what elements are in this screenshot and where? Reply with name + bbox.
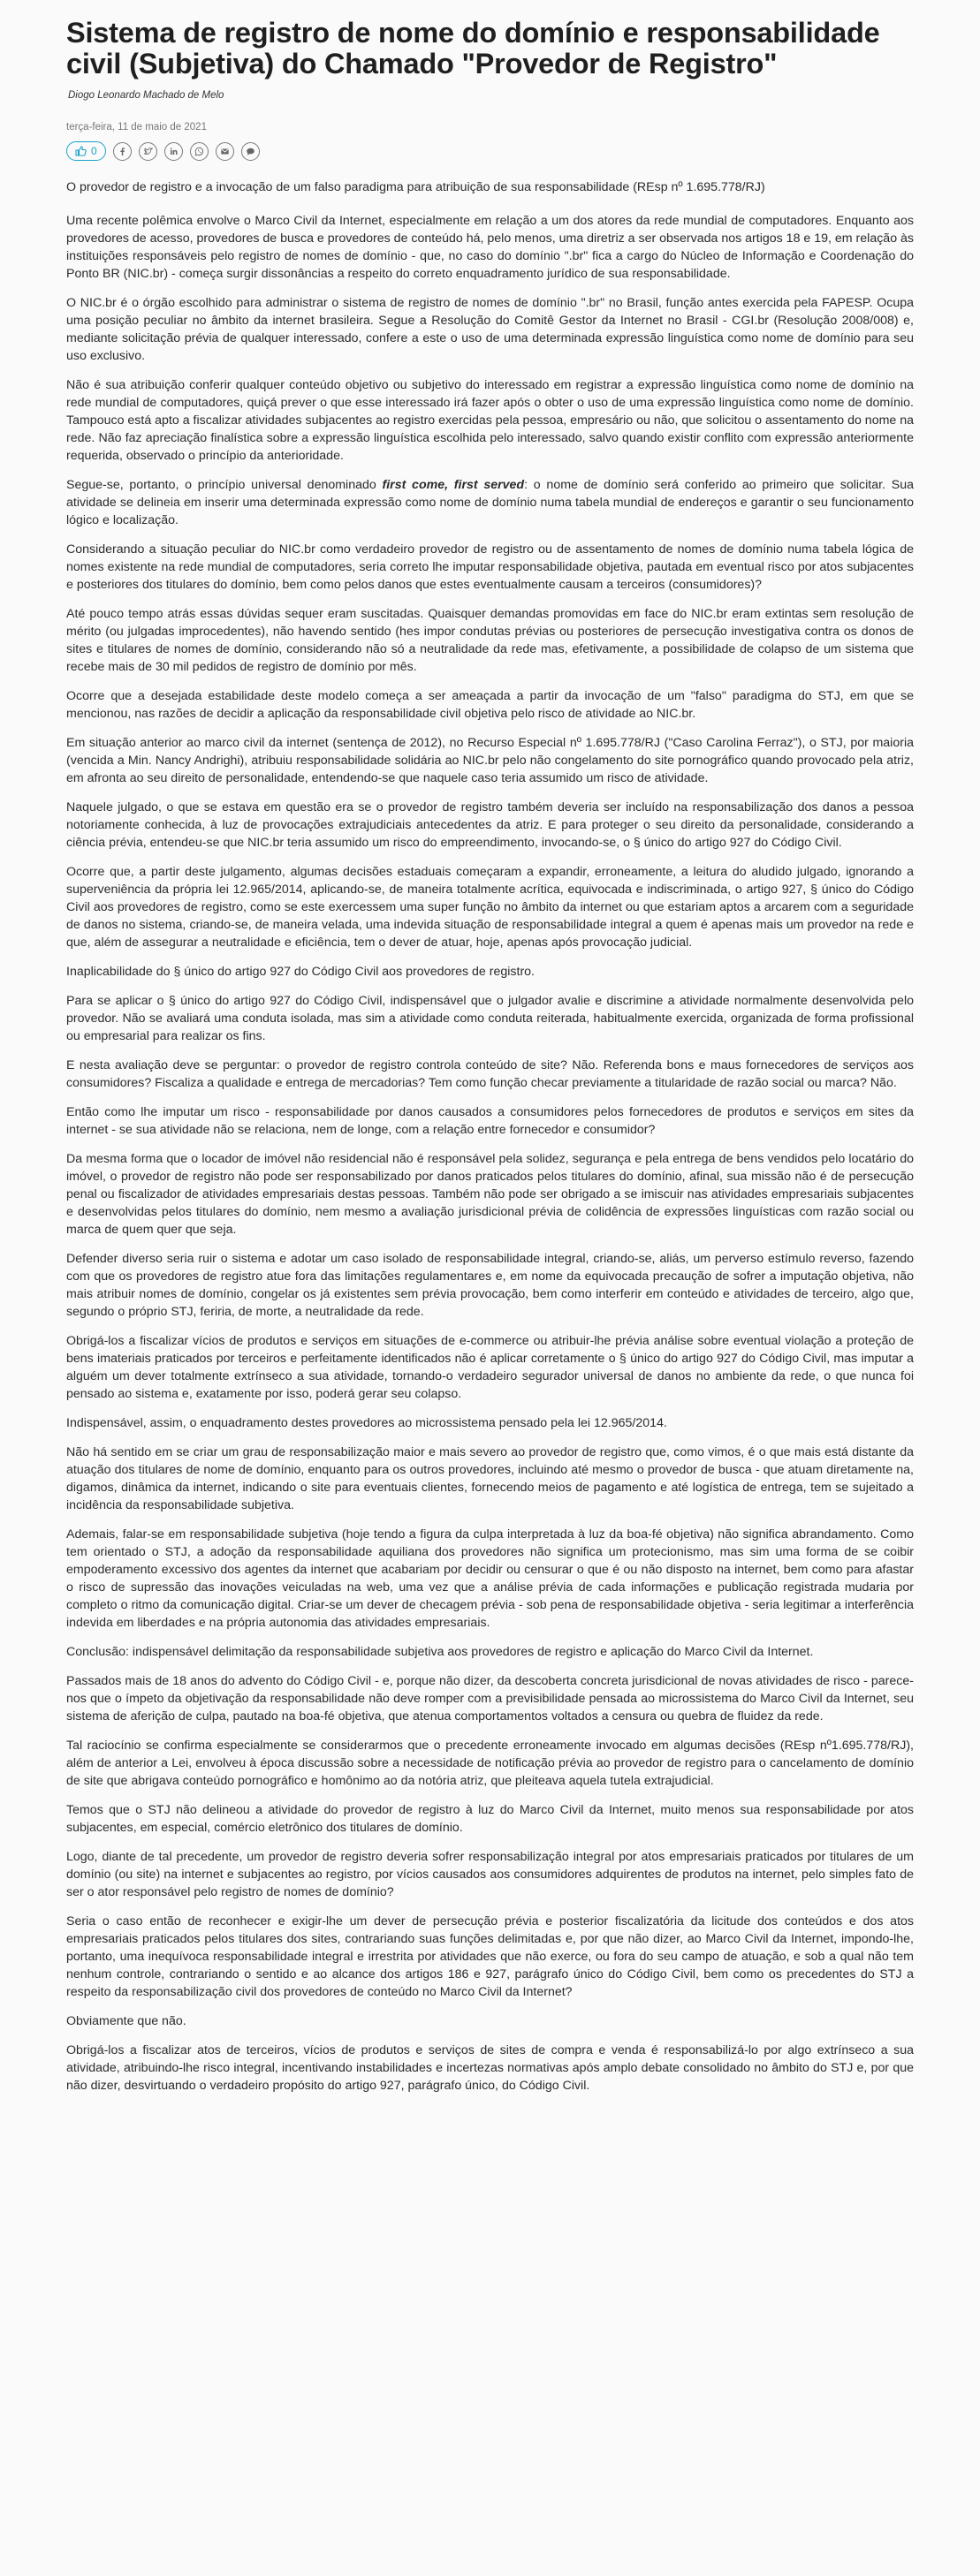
article-paragraph: Temos que o STJ não delineou a atividade do provedor de registro à luz do Marco Civil da Internet, muito menos sua responsabilidade por atos subjacentes, em especial, comércio eletrônico dos titulares de domínio. <box>66 1803 914 1835</box>
like-count: 0 <box>91 145 97 157</box>
article-paragraph: Considerando a situação peculiar do NIC.br como verdadeiro provedor de registro ou de assentamento de nomes de domínio numa tabela lógica de nomes existente na rede mundial de computadores, seria correto lhe imputar responsabilidade objetiva, pautada em eventual risco por atos subjacentes e posteriores dos titulares do domínio, bem como pelos danos que estes eventualmente causam a terceiros (consumidores)? <box>66 542 914 592</box>
article-paragraph: Defender diverso seria ruir o sistema e adotar um caso isolado de responsabilidade integral, criando-se, aliás, um perverso estímulo reverso, fazendo com que os provedores de registro atue fora das limitações regulamentares e, em nome da equivocada precaução de sofrer a imputação objetiva, não mais atribuir nomes de domínio, congelar os já existentes sem prévia provocação, bem como interferir em conteúdo e atividades de terceiro, algo que, segundo o próprio STJ, feriria, de morte, a neutralidade da rede. <box>66 1252 914 1319</box>
article-paragraph: Seria o caso então de reconhecer e exigir-lhe um dever de persecução prévia e posterior fiscalizatória da licitude dos conteúdos e dos atos empresariais praticados pelos titulares dos sites, contrariando suas funções delimitadas e, por que não dizer, ao Marco Civil da Internet, impondo-lhe, portanto, uma inequívoca responsabilidade integral e irrestrita por atividades que não exerce, ou fora do seu campo de atuação, e sob a qual não tem nenhum controle, contrariando o sentido e ao alcance dos artigos 186 e 927, parágrafo único do Código Civil, bem como os precedentes do STJ a respeito da responsabilização civil dos provedores de conteúdo no Marco Civil da Internet? <box>66 1914 914 1999</box>
article-paragraph: Obviamente que não. <box>66 2014 186 2028</box>
share-email-button[interactable] <box>216 142 234 161</box>
article-paragraph: E nesta avaliação deve se perguntar: o provedor de registro controla conteúdo de site? Não. Referenda bons e maus fornecedores de serviços aos consumidores? Fiscaliza a qualidade e entrega de mercadorias? Tem como função checar previamente a titularidade de razão social ou marca? Não. <box>66 1058 914 1090</box>
article-paragraph: Então como lhe imputar um risco - responsabilidade por danos causados a consumidores pelos fornecedores de produtos e serviços em sites da internet - se sua atividade não se relaciona, nem de longe, com a relação entre fornecedor e consumidor? <box>66 1105 914 1137</box>
article-paragraph: Obrigá-los a fiscalizar atos de terceiros, vícios de produtos e serviços de sites de compra e venda é responsabilizá-lo por algo extrínseco a sua atividade, atribuindo-lhe risco integral, incentivando instabilidades e incertezas normativas após amplo debate consolidado no âmbito do STJ e, por que não dizer, desvirtuando o verdadeiro propósito do artigo 927, parágrafo único, do Código Civil. <box>66 2043 914 2093</box>
like-button[interactable] <box>66 141 106 161</box>
share-facebook-button[interactable] <box>113 142 132 161</box>
share-whatsapp-button[interactable] <box>190 142 209 161</box>
article-paragraph: Passados mais de 18 anos do advento do Código Civil - e, porque não dizer, da descoberta concreta jurisdicional de novas atividades de risco - parece-nos que o ímpeto da objetivação da responsabilidade não deve romper com a previsibilidade pensada ao microssistema do Marco Civil da Internet, seu sistema de aferição de culpa, pautado na boa-fé objetiva, que atenua comportamentos voltados a censura ou quebra de fluidez da rede. <box>66 1674 914 1724</box>
email-icon <box>220 147 230 156</box>
article-paragraph: Inaplicabilidade do § único do artigo 927 do Código Civil aos provedores de registro. <box>66 965 536 979</box>
facebook-icon <box>118 147 127 156</box>
comments-button[interactable] <box>241 142 260 161</box>
whatsapp-icon <box>194 147 204 156</box>
author-name[interactable]: Diogo Leonardo Machado de Melo <box>68 90 224 101</box>
article-paragraph: O provedor de registro e a invocação de um falso paradigma para atribuição de sua responsabilidade (REsp nº 1.695.778/RJ) <box>66 180 765 194</box>
share-twitter-button[interactable] <box>139 142 157 161</box>
comment-icon <box>246 147 255 156</box>
article-paragraph: Até pouco tempo atrás essas dúvidas sequer eram suscitadas. Quaisquer demandas promovidas em face do NIC.br eram extintas sem resolução de mérito (ou julgadas improcedentes), não havendo sentido (hes impor condutas prévias ou posteriores de persecução investigativa contra os donos de sites e titulares de nomes de domínio, considerando não só a neutralidade da rede mas, efetivamente, a possibilidade de colapso de um sistema que recebe mais de 30 mil pedidos de registro de domínio por mês. <box>66 607 914 674</box>
linkedin-icon <box>169 147 179 156</box>
article-paragraph: Logo, diante de tal precedente, um provedor de registro deveria sofrer responsabilização integral por atos empresariais praticados por titulares de um domínio (ou site) na internet e subjacentes ao registro, por vícios causados aos consumidores adquirentes de produtos na internet, pelo simples fato de ser o ator responsável pelo registro de nomes de domínio? <box>66 1850 914 1899</box>
article-paragraph: Ocorre que a desejada estabilidade deste modelo começa a ser ameaçada a partir da invocação de um "falso" paradigma do STJ, em que se mencionou, nas razões de decidir a aplicação da responsabilidade civil objetiva pelo risco de atividade ao NIC.br. <box>66 689 914 721</box>
article-paragraph: Ademais, falar-se em responsabilidade subjetiva (hoje tendo a figura da culpa interpretada à luz da boa-fé objetiva) não significa abrandamento. Como tem orientado o STJ, a adoção da responsabilidade aquiliana dos provedores não significa um protecionismo, mas sim uma forma de se coibir empoderamento excessivo dos agentes da internet que acabariam por decidir ou censurar o que é ou não disposto na internet, bem como para afastar o risco de supressão das inovações veiculadas na web, uma vez que a análise prévia de cada informações e publicação registrada mudaria por completo o ritmo da comunicação digital. Criar-se um dever de checagem prévia - sob pena de responsabilidade objetiva - seria legitimar a interferência indevida em liberdades e na própria autonomia das atividades empresariais. <box>66 1527 914 1630</box>
article-paragraph: Da mesma forma que o locador de imóvel não residencial não é responsável pela solidez, segurança e pela entrega de bens vendidos pelo locatário do imóvel, o provedor de registro não pode ser responsabilizado por danos praticados pelos titulares do domínio, afinal, sua missão não é de persecução penal ou fiscalizador de atividades empresariais destas pessoas. Também não pode ser obrigado a se imiscuir nas atividades empresariais subjacentes e desenvolvidas pelos titulares do domínio, nem mesmo a avaliação jurisdicional prévia de colidência de expressões linguísticas com razão social ou marca de quem quer que seja. <box>66 1152 914 1237</box>
article-paragraph: Tal raciocínio se confirma especialmente se considerarmos que o precedente erroneamente invocado em algumas decisões (REsp nº1.695.778/RJ), além de anterior a Lei, envolveu à época discussão sobre a necessidade de notificação prévia ao provedor de registro para o cancelamento de domínio de site que abrigava conteúdo pornográfico e homônimo ao da notória atriz, que pleiteava aquela tutela extrajudicial. <box>66 1739 914 1788</box>
article-paragraph: Indispensável, assim, o enquadramento destes provedores ao microssistema pensado pela lei 12.965/2014. <box>66 1416 667 1430</box>
like-icon <box>75 146 87 156</box>
article-paragraph: Segue-se, portanto, o princípio universal denominado first come, first served: o nome de domínio será conferido ao primeiro que solicitar. Sua atividade se delineia em inserir uma determinada expressão como nome de domínio numa tabela mundial de endereços e garantir o seu funcionamento lógico e localização. <box>66 478 914 527</box>
article-paragraph: Uma recente polêmica envolve o Marco Civil da Internet, especialmente em relação a um dos atores da rede mundial de computadores. Enquanto aos provedores de acesso, provedores de busca e provedores de conteúdo há, pelo menos, uma diretriz a ser observada nos artigos 18 e 19, em relação às instituições responsáveis pelo registro de nomes de domínio - que, no caso do domínio ".br" fica a cargo do Núcleo de Informação e Coordenação do Ponto BR (NIC.br) - começa surgir dissonâncias a respeito do correto enquadramento jurídico de sua responsabilidade. <box>66 214 915 281</box>
article-paragraph: Obrigá-los a fiscalizar vícios de produtos e serviços em situações de e-commerce ou atribuir-lhe prévia análise sobre eventual violação a proteção de bens imateriais praticados por terceiros e perfeitamente identificados não é aplicar corretamente o § único do artigo 927 do Código Civil, mas imputar a alguém um dever totalmente extrínseco a sua atividade, tornando-o verdadeiro segurador universal de danos no ambiente da rede, o que nunca foi pensado ao sistema e, exatamente por isso, poderá gerar seu colapso. <box>66 1334 914 1401</box>
article-paragraph: Em situação anterior ao marco civil da internet (sentença de 2012), no Recurso Especial nº 1.695.778/RJ ("Caso Carolina Ferraz"), o STJ, por maioria (vencida a Min. Nancy Andrighi), atribuiu responsabilidade solidária ao NIC.br pelo não congelamento do site pornográfico quando provocado pela atriz, em afronta ao seu direito de personalidade, entendendo-se que naquele caso teria assumido um risco de atividade. <box>66 736 914 785</box>
article-paragraph: Ocorre que, a partir deste julgamento, algumas decisões estaduais começaram a expandir, erroneamente, a leitura do aludido julgado, ignorando a superveniência da própria lei 12.965/2014, aplicando-se, de maneira totalmente acrítica, equivocada e indiscriminada, o artigo 927, § único do Código Civil aos provedores de registro, como se este exercessem uma super função no âmbito da internet ou que estariam aptos a arcarem com a seguridade de danos no sistema, criando-se, de maneira velada, uma indevida situação de responsabilidade integral a quem é apenas mais um provedor na rede e que, além de assegurar a neutralidade e eficiência, tem o dever de atuar, hoje, apenas após provocação judicial. <box>66 865 914 950</box>
article-paragraph: O NIC.br é o órgão escolhido para administrar o sistema de registro de nomes de domínio ".br" no Brasil, função antes exercida pela FAPESP. Ocupa uma posição peculiar no âmbito da internet brasileira. Segue a Resolução do Comitê Gestor da Internet no Brasil - CGI.br (Resolução 2008/008) e, mediante solicitação prévia de qualquer interessado, confere a este o uso de uma determinada expressão linguística como nome de domínio para seu uso exclusivo. <box>66 296 914 363</box>
article-paragraph: Para se aplicar o § único do artigo 927 do Código Civil, indispensável que o julgador avalie e discrimine a atividade normalmente desenvolvida pelo provedor. Não se avaliará uma conduta isolada, mas sim a atividade como conduta reiterada, habitualmente exercida, organizada de forma profissional ou empresarial para realizar os fins. <box>66 994 914 1043</box>
share-bar <box>66 141 914 161</box>
article-paragraph: Naquele julgado, o que se estava em questão era se o provedor de registro também deveria ser incluído na responsabilização dos danos a pessoa notoriamente conhecida, à luz de provocações extrajudiciais antecedentes da atriz. E para proteger o seu direito da personalidade, considerando a ciência prévia, entendeu-se que NIC.br teria assumido um risco do empreendimento, invocando-se, o § único do artigo 927 do Código Civil. <box>66 800 914 850</box>
article-paragraph: Não há sentido em se criar um grau de responsabilização maior e mais severo ao provedor de registro que, como vimos, é o que mais está distante da atuação dos titulares de nome de domínio, enquanto para os outros provedores, incluindo até mesmo o provedor de busca - que atuam diretamente na, digamos, dinâmica da internet, indicando o site para eventuais clientes, fornecendo meios de pagamento e até logística de entrega, tem se sujeitado a incidência da responsabilidade subjetiva. <box>66 1445 914 1512</box>
page-title: Sistema de registro de nome do domínio e responsabilidade civil (Subjetiva) do Chamado "Provedor de Registro" <box>66 17 880 80</box>
share-linkedin-button[interactable] <box>164 142 183 161</box>
publish-date: terça-feira, 11 de maio de 2021 <box>66 122 207 133</box>
emphasis-text: first come, first served <box>382 478 525 492</box>
article-body <box>66 178 914 2095</box>
article-paragraph: Conclusão: indispensável delimitação da responsabilidade subjetiva aos provedores de registro e aplicação do Marco Civil da Internet. <box>66 1645 814 1659</box>
twitter-icon <box>143 147 153 156</box>
article-paragraph: Não é sua atribuição conferir qualquer conteúdo objetivo ou subjetivo do interessado em registrar a expressão linguística como nome de domínio na rede mundial de computadores, quiçá prever o que esse interessado irá fazer após o obter o uso de uma expressão linguística como nome de domínio. Tampouco está apto a fiscalizar atividades subjacentes ao registro exercidas pela pessoa, empresário ou não, que solicitou o assentamento do nome na rede. Não faz apreciação finalística sobre a expressão linguística escolhida pelo interessado, salvo quando existir conflito com expressão anteriormente requerida, observado o princípio da anterioridade. <box>66 378 915 463</box>
